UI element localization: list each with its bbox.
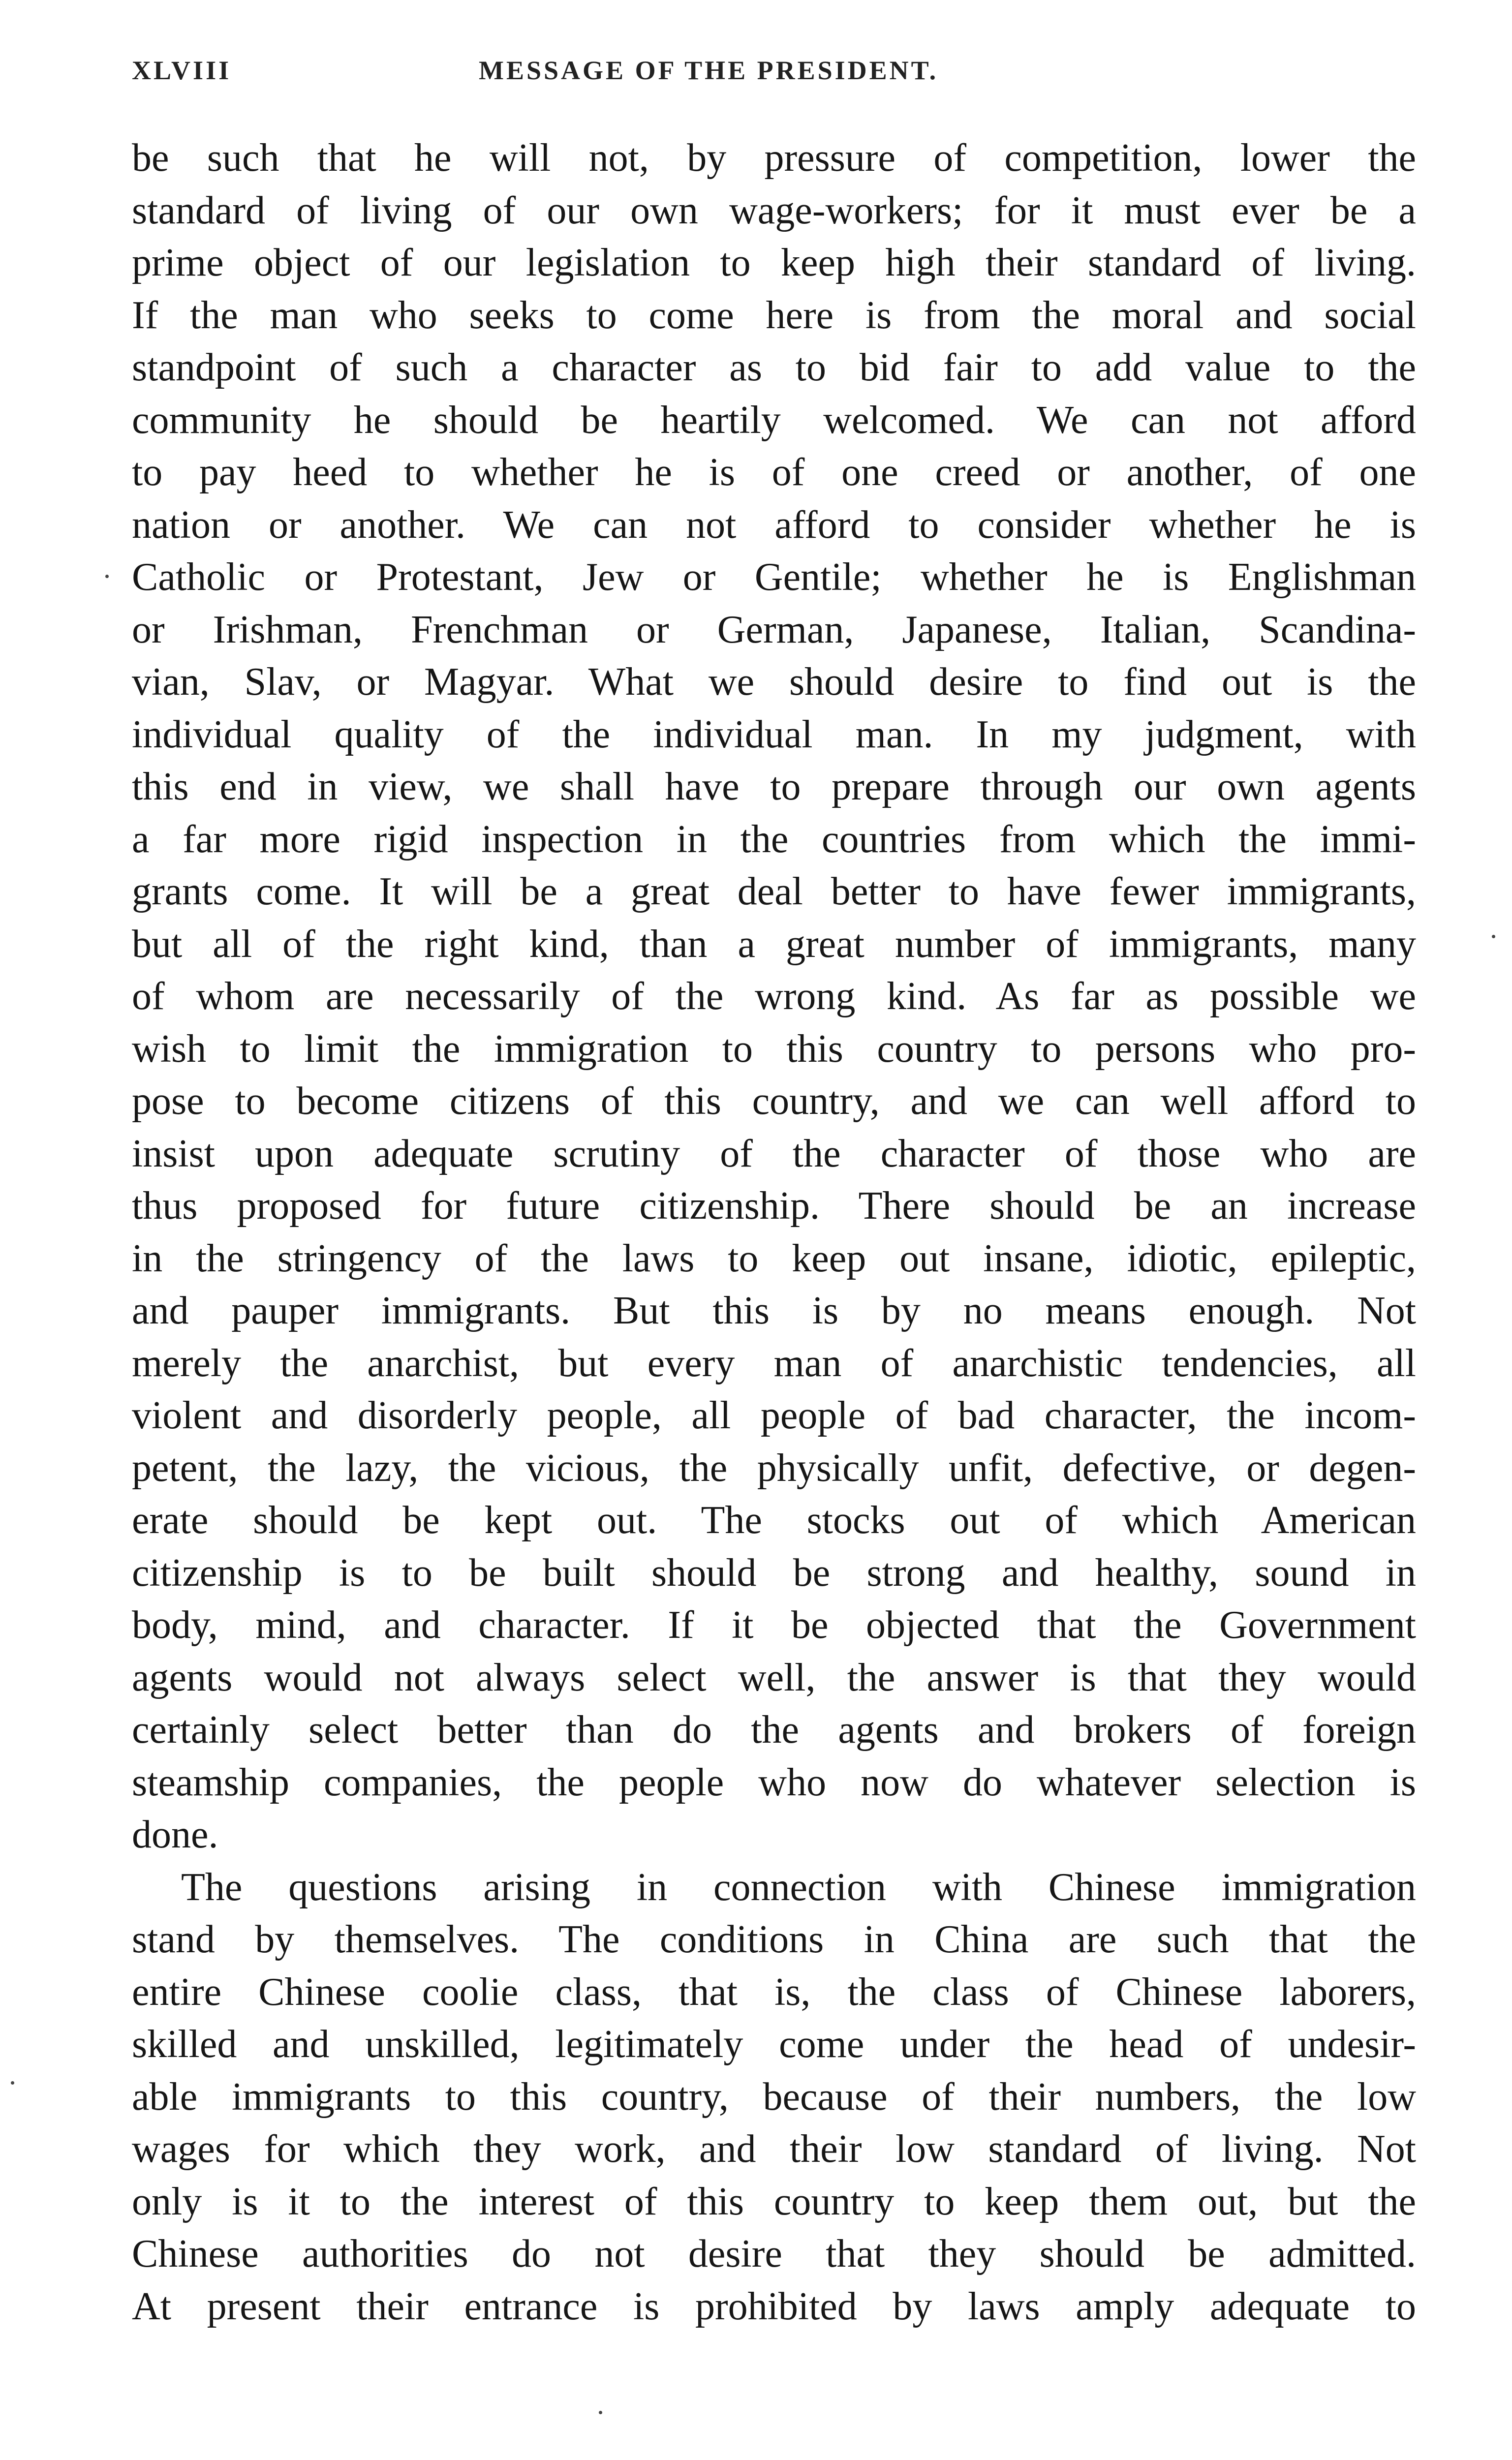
body-text [132,132,1416,2333]
text-line: entire Chinese coolie class, that is, the class of Chinese laborers, [132,1970,1416,2014]
text-line: be such that he will not, by pressure of competition, lower the [132,136,1416,180]
text-line: or Irishman, Frenchman or German, Japanese, Italian, Scandina- [132,608,1416,651]
scan-speck [599,2411,602,2414]
text-line: steamship companies, the people who now do whatever selection is [132,1760,1416,1804]
text-line: prime object of our legislation to keep high their standard of living. [132,241,1416,284]
text-line: a far more rigid inspection in the countries from which the immi- [132,817,1416,861]
text-line: pose to become citizens of this country, and we can well afford to [132,1079,1416,1123]
page-header [132,55,1416,90]
text-line: certainly select better than do the agents and brokers of foreign [132,1708,1416,1752]
scan-speck [105,575,109,578]
scan-speck [11,2081,14,2085]
text-line: in the stringency of the laws to keep out insane, idiotic, epileptic, [132,1236,1416,1280]
text-line: erate should be kept out. The stocks out of which American [132,1499,1416,1542]
text-line: wages for which they work, and their low standard of living. Not [132,2127,1416,2171]
text-line: grants come. It will be a great deal better to have fewer immigrants, [132,870,1416,913]
text-line: The questions arising in connection with Chinese immigration [181,1865,1416,1909]
text-line: citizenship is to be built should be strong and healthy, sound in [132,1551,1416,1595]
text-line: wish to limit the immigration to this country to persons who pro- [132,1027,1416,1071]
text-line: to pay heed to whether he is of one creed or another, of one [132,451,1416,494]
text-line: merely the anarchist, but every man of anarchistic tendencies, all [132,1341,1416,1385]
text-line: standpoint of such a character as to bid fair to add value to the [132,346,1416,389]
text-line: done. [132,1813,218,1856]
text-line: At present their entrance is prohibited by laws amply adequate to [132,2284,1416,2328]
text-line: nation or another. We can not afford to consider whether he is [132,503,1416,547]
text-line: petent, the lazy, the vicious, the physically unfit, defective, or degen- [132,1446,1416,1490]
scan-speck [1492,935,1495,938]
text-line: community he should be heartily welcomed. We can not afford [132,398,1416,442]
text-line: agents would not always select well, the answer is that they would [132,1656,1416,1699]
text-line: standard of living of our own wage-workers; for it must ever be a [132,188,1416,232]
text-line: vian, Slav, or Magyar. What we should desire to find out is the [132,660,1416,704]
text-line: this end in view, we shall have to prepare through our own agents [132,765,1416,808]
text-line: thus proposed for future citizenship. There should be an increase [132,1184,1416,1228]
text-line: and pauper immigrants. But this is by no means enough. Not [132,1289,1416,1332]
text-line: Chinese authorities do not desire that they should be admitted. [132,2232,1416,2276]
text-line: only is it to the interest of this country to keep them out, but the [132,2180,1416,2223]
text-line: body, mind, and character. If it be objected that the Government [132,1603,1416,1647]
text-line: insist upon adequate scrutiny of the character of those who are [132,1132,1416,1175]
text-line: able immigrants to this country, because of their numbers, the low [132,2075,1416,2119]
text-line: of whom are necessarily of the wrong kind. As far as possible we [132,975,1416,1018]
running-head: MESSAGE OF THE PRESIDENT. [479,56,939,85]
page-number: XLVIII [132,56,232,85]
text-line: skilled and unskilled, legitimately come under the head of undesir- [132,2023,1416,2066]
text-line: If the man who seeks to come here is from the moral and social [132,293,1416,337]
text-line: violent and disorderly people, all people of bad character, the incom- [132,1394,1416,1437]
text-line: individual quality of the individual man. In my judgment, with [132,712,1416,756]
text-line: stand by themselves. The conditions in China are such that the [132,1918,1416,1961]
text-line: but all of the right kind, than a great number of immigrants, many [132,922,1416,966]
text-line: Catholic or Protestant, Jew or Gentile; whether he is Englishman [132,555,1416,599]
